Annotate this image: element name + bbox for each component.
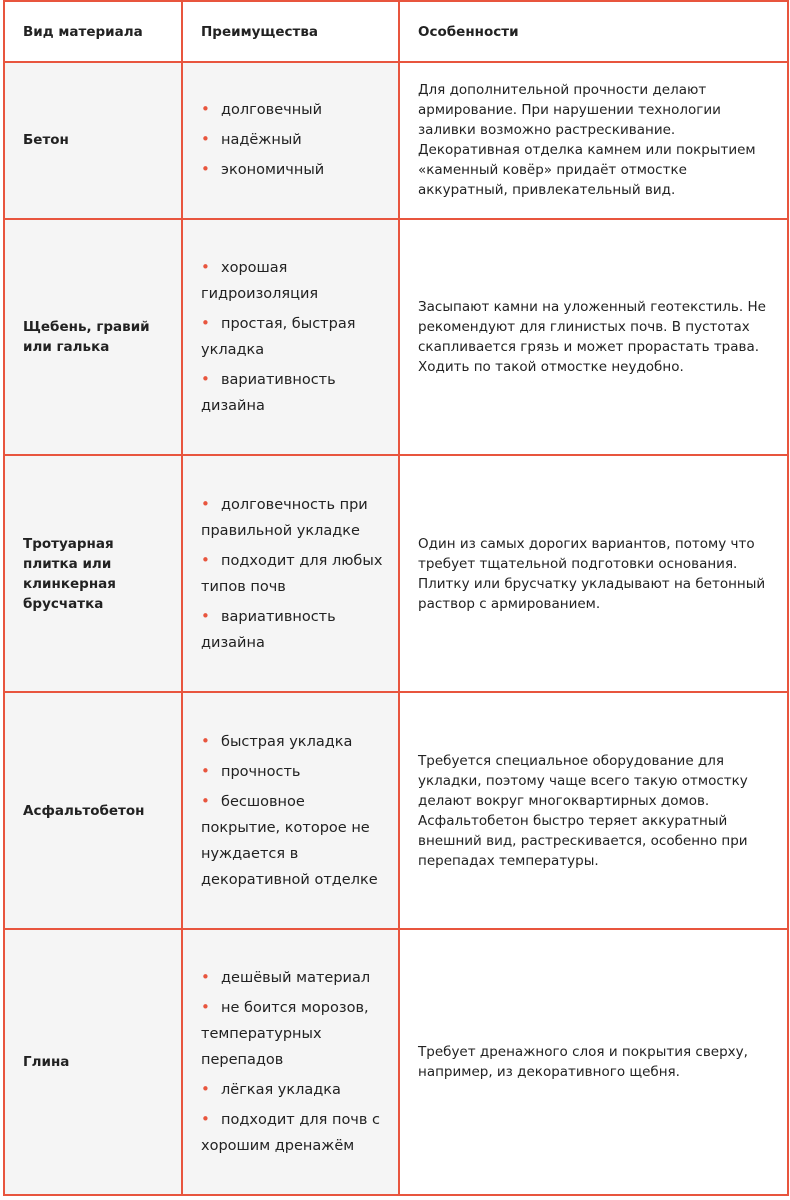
features-cell: Засыпают камни на уложенный геотекстиль. Не рекомендуют для глинистых почв. В пустотах скапливается грязь и может прорастать трава. Ходить по такой отмостке неудобно. (399, 219, 788, 456)
bullet-icon: • (201, 313, 210, 332)
bullet-icon: • (201, 998, 210, 1017)
bullet-icon: • (201, 369, 210, 388)
list-item: • не боится морозов, температурных перепадов (201, 994, 384, 1073)
list-item: • вариативность дизайна (201, 366, 384, 419)
advantages-cell (182, 219, 399, 456)
advantages-cell (182, 62, 399, 219)
table-row (4, 692, 788, 929)
list-item: • дешёвый материал (201, 964, 384, 991)
advantages-list (201, 254, 384, 419)
advantages-cell (182, 929, 399, 1195)
list-item: • простая, быстрая укладка (201, 310, 384, 363)
list-item: • долговечный (201, 96, 384, 123)
bullet-icon: • (201, 606, 210, 625)
table-row (4, 929, 788, 1195)
material-cell: Тротуарная плитка или клинкерная брусчатка (4, 455, 182, 692)
header-row (4, 1, 788, 62)
advantages-list (201, 491, 384, 656)
table-row (4, 219, 788, 456)
header-material: Вид материала (4, 1, 182, 62)
list-item: • экономичный (201, 156, 384, 183)
table-row (4, 455, 788, 692)
list-item: • подходит для любых типов почв (201, 547, 384, 600)
bullet-icon: • (201, 494, 210, 513)
advantages-cell (182, 455, 399, 692)
material-cell: Щебень, гравий или галька (4, 219, 182, 456)
material-cell: Бетон (4, 62, 182, 219)
bullet-icon: • (201, 257, 210, 276)
bullet-icon: • (201, 1080, 210, 1099)
advantages-cell (182, 692, 399, 929)
list-item: • долговечность при правильной укладке (201, 491, 384, 544)
material-cell: Асфальтобетон (4, 692, 182, 929)
advantages-list (201, 964, 384, 1159)
list-item: • бесшовное покрытие, которое не нуждается в декоративной отделке (201, 788, 384, 893)
material-cell: Глина (4, 929, 182, 1195)
bullet-icon: • (201, 550, 210, 569)
list-item: • подходит для почв с хорошим дренажём (201, 1106, 384, 1159)
list-item: • лёгкая укладка (201, 1076, 384, 1103)
advantages-list (201, 728, 384, 893)
list-item: • прочность (201, 758, 384, 785)
header-features: Особенности (399, 1, 788, 62)
features-cell: Один из самых дорогих вариантов, потому что требует тщательной подготовки основания. Плитку или брусчатку укладывают на бетонный раствор с армированием. (399, 455, 788, 692)
materials-table (3, 0, 789, 1196)
list-item: • надёжный (201, 126, 384, 153)
bullet-icon: • (201, 791, 210, 810)
list-item: • хорошая гидроизоляция (201, 254, 384, 307)
features-cell: Для дополнительной прочности делают армирование. При нарушении технологии заливки возможно растрескивание. Декоративная отделка камнем или покрытием «каменный ковёр» придаёт отмостке аккуратный, привлекательный вид. (399, 62, 788, 219)
features-cell: Требует дренажного слоя и покрытия сверху, например, из декоративного щебня. (399, 929, 788, 1195)
table-row (4, 62, 788, 219)
list-item: • вариативность дизайна (201, 603, 384, 656)
header-advantages: Преимущества (182, 1, 399, 62)
bullet-icon: • (201, 761, 210, 780)
bullet-icon: • (201, 731, 210, 750)
features-cell: Требуется специальное оборудование для укладки, поэтому чаще всего такую отмостку делают вокруг многоквартирных домов. Асфальтобетон быстро теряет аккуратный внешний вид, растрескивается, особенно при перепадах температуры. (399, 692, 788, 929)
bullet-icon: • (201, 160, 210, 179)
bullet-icon: • (201, 100, 210, 119)
list-item: • быстрая укладка (201, 728, 384, 755)
bullet-icon: • (201, 1110, 210, 1129)
bullet-icon: • (201, 968, 210, 987)
bullet-icon: • (201, 130, 210, 149)
advantages-list (201, 96, 384, 183)
